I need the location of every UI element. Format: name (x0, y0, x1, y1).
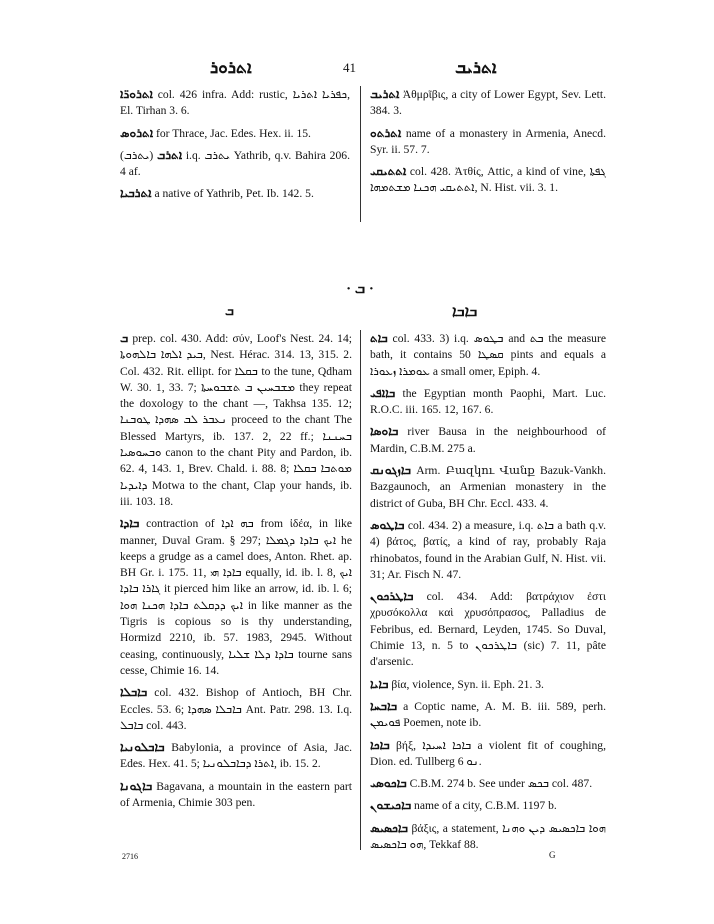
entry-text: Arm. Բազկու Վանք Bazuk-Vankh. Bazgaunoch, an Armenian monastery in the district of Guba, BH Chr. Eccl. 433. 4. (370, 464, 606, 510)
entry-headword: ܒܐܝܐ (370, 676, 389, 691)
entry-text: name of a monastery in Armenia, Anecd. Syr. ii. 57. 7. (370, 126, 606, 156)
entry-text: Ἀθμρῖβις, a city of Lower Egypt, Sev. Lett. 384. 3. (370, 88, 606, 118)
entry-text: prep. col. 430. Add: σύν, Loof's Nest. 24. 14; ܒܝܕ ܐܠܗܐ ܒܐܠܗܘܬܐ, Nest. Hérac. 314. 13, 315. 2. Col. 432. Rit. ellipt. for ܒܩܠܐ to the tune, Qdham W. 30. 1, 33. 7; ܡܫܒܚܝܢ ܒ ܬܫܒܘܚܬܐ they repeat the doxology to the chant —, Takhsa 135. 12; ܢܥܒܪ ܠܒ ܣܗܕܐ ܛܘܒܢܐ proceed to the chant The Blessed Martyrs, ib. 137. 2, 22 ff.; ܒܚܢܢܐ ܘܒܚܘܣܝܐ canon to the chant Pity and Pardon, ib. 62. 4, 143. 1, Brev. Chald. i. 88. 8; ܡܘܬܒܐ ܒܩܠܐ ܕܐܝܕܝܐ Motwa to the chant, Clap your hands, ib. iii. 103. 18. (120, 332, 353, 508)
entry-text: col. 434. 2) a measure, i.q. ܒܐܬ a bath q.v. 4) βάτος, βατίς, a kind of ray, probably Raja rhinobatos, found in the Arabian Gulf, N. Hist. vii. 31; Ar. Fisch N. 47. (370, 518, 606, 581)
entry (370, 163, 606, 197)
entry (370, 676, 606, 693)
entry-headword: ܒܐܟܐ (370, 737, 390, 752)
entry-text: contraction of ܒܗ ܐܕܐ from ἰδέα, in like manner, Duval Gram. § 297; ܐܝܟ ܒܐܕܐ ܕܓܡܠܐ he keeps a grudge as a camel does, Anton. Rhet. ap. BH Gr. i. 175. 11, ܒܐܕܐ ܗܝ equally, id. ib. l. 8, ܐܝܟ ܓܐܪܐ ܒܐܕܐ it pierced him like an arrow, id. ib. l. 6; ܐܝܟ ܕܕܩܠܬ ܒܐܕܐ ܗܟܢܐ ܗܘܐ in like manner as the Tigris is copious so is thy understanding, Hormizd 2210, ib. 57. 1983, 2945. Without ceasing, continuously, ܒܐܕܐ ܕܠܐ ܫܠܝܐ tourne sans cesse, Chimie 16. 14. (120, 517, 353, 677)
entry (370, 330, 606, 380)
section-letter-mark: · ܒ · (346, 281, 374, 297)
entry-headword: ܒܐܒܠܐ (120, 685, 148, 700)
entry-text: a native of Yathrib, Pet. Ib. 142. 5. (151, 187, 314, 201)
entry-headword: ܐܬܪܬܘ (370, 125, 402, 140)
entry (120, 778, 352, 812)
entry (120, 330, 352, 510)
entry-headword: ܒܐܓܘܢܐ (120, 778, 153, 793)
entry-text: col. 426 infra. Add: rustic, ܟܦܪܝܐ ܐܬܪܝܐ, El. Tirhan 3. 6. (120, 88, 350, 118)
entry (370, 125, 606, 159)
entry-text: βήξ, ܒܐܟܐ ܐܚܝܕܐ a violent fit of coughing, Dion. ed. Tullberg ܢܘ 6. (370, 738, 606, 768)
header-left-word: ܐܬܪܘܪ (210, 58, 252, 77)
entry-text: col. 434. Add: βατράχιον ἐστι χρυσόκολλα καὶ χρυσόπρασος, Palladius de Febribus, ed. Bernard, Leyden, 1745. So Duval, Chimie 13, n. 5 to ܒܐܛܪܟܘܢ (sic) 7. 11, pâte d'arsenic. (370, 590, 606, 669)
page-number: 41 (343, 60, 356, 75)
entry-headword: ܒ (120, 331, 129, 345)
entry-text: river Bausa in the neighbourhood of Mardin, C.B.M. 275 a. (370, 425, 606, 455)
entry-text: the Egyptian month Paophi, Mart. Luc. R.O.C. iii. 165. 12, 167. 6. (370, 386, 606, 417)
entry-headword: ܒܐܒܠܘܢܝܐ (120, 740, 165, 755)
running-header (0, 58, 714, 80)
section-heading-right: ܒܐܒܐ (452, 304, 478, 320)
entry-headword: ܐܬܪܘܪ̈ܐ (120, 87, 153, 101)
entry-text: col. 432. Bishop of Antioch, BH Chr. Eccles. 53. 6; ܒܐܒܠܐ ܣܗܕܐ Ant. Patr. 298. 13. I.q. ܒܐܒܠ col. 443. (120, 686, 353, 732)
entry (370, 517, 606, 583)
entry-headword: ܒܐܛܪܟܘܢ (370, 589, 414, 604)
section-heading-left: ܒ (225, 303, 234, 318)
entry (120, 515, 352, 679)
entry-headword: ܒܐܛܘܣ (370, 517, 405, 532)
entry (120, 147, 350, 181)
entry-headword: ܒܐܟܘܣܝ (370, 776, 407, 791)
entry-text: βάξις, a statement, ܗܘܐ ܒܐܟܣܝܣ ܕܝܢ ܘܗܢܐ ܗܘ ܒܐܟܣܝܣ, Tekkaf 88. (370, 821, 606, 852)
printer-signature: 2716 (122, 852, 138, 861)
entry (370, 737, 606, 771)
entry-headword: ܒܐܘܣܐ (370, 424, 399, 439)
entry-text: Bagavana, a mountain in the eastern part of Armenia, Chimie 303 pen. (120, 779, 352, 810)
entry (370, 86, 606, 120)
entry-headword: ܐܬܪܒܝܐ (120, 186, 152, 201)
entry (370, 588, 606, 670)
entry-headword: ܒܐܟܣܝܣ (370, 820, 409, 835)
entry-text: βία, violence, Syn. ii. Eph. 21. 3. (388, 677, 544, 691)
entry (120, 125, 350, 142)
entry-text: Babylonia, a province of Asia, Jac. Edes. Hex. 41. 5; ܐܬܪܐ ܕܒܐܒܠܘܢܝܐ, ib. 15. 2. (120, 741, 352, 771)
entry-text: (ܝܬܪܒ) i.q. ܝܬܪܒ Yathrib, q.v. Bahira 206. 4 af. (120, 148, 350, 179)
entry-headword: ܐܬܬܝܩܝ (370, 164, 407, 179)
entry-text: name of a city, C.B.M. 1197 b. (411, 799, 557, 813)
entry (370, 698, 606, 732)
entry-text: col. 433. 3) i.q. ܒܛܘܣ and ܒܬ the measure bath, it contains 50 ܩܣܛܐ pints and equals a ܥܘܡܪܐ ܙܥܘܪܐ a small omer, Epiph. 4. (370, 332, 606, 378)
entry (370, 462, 606, 512)
bottom-left-column (120, 330, 352, 816)
top-right-column (370, 86, 606, 202)
entry-text: for Thrace, Jac. Edes. Hex. ii. 15. (153, 126, 311, 140)
entry (370, 775, 606, 792)
column-divider-bottom (360, 330, 361, 850)
entry-text: C.B.M. 274 b. See under ܒܟܣ col. 487. (406, 777, 593, 791)
entry-headword: ܐܬܪܒ (157, 147, 183, 162)
entry-text: col. 428. Ἀτθίς, Attic, a kind of vine, ܓܦܬܐ ܐܬܬܝܩܝ ܗܟܢܐ ܡܫܬܡܗܐ, N. Hist. vii. 3. 1. (370, 165, 606, 195)
entry (120, 185, 350, 202)
entry-headword: ܒܐܟܝܫܘܢ (370, 798, 412, 813)
entry-headword: ܒܐܙܓܘܢܩ (370, 463, 411, 478)
entry-headword: ܒܐܕܐ (120, 516, 140, 531)
entry-headword: ܒܐܐܦܝ (370, 385, 396, 400)
entry (370, 385, 606, 419)
entry (120, 86, 350, 120)
entry-text: a Coptic name, A. M. B. iii. 589, perh. ܦܘܝܡܢ Poemen, note ib. (370, 699, 606, 730)
entry-headword: ܐܬܪܘܣ (120, 125, 154, 140)
entry-headword: ܒܐܬ (370, 331, 388, 345)
entry (120, 739, 352, 773)
gathering-mark: G (549, 850, 556, 860)
entry (120, 684, 352, 734)
entry-headword: ܒܐܒܚܐ (370, 698, 398, 713)
top-left-column (120, 86, 350, 208)
entry-headword: ܐܬܪܝܒ (370, 87, 400, 101)
entry (370, 423, 606, 457)
column-divider-top (360, 86, 361, 222)
entry (370, 797, 606, 814)
entry (370, 820, 606, 854)
bottom-right-column (370, 330, 606, 858)
header-right-word: ܐܬܪܝܒ (455, 58, 497, 77)
